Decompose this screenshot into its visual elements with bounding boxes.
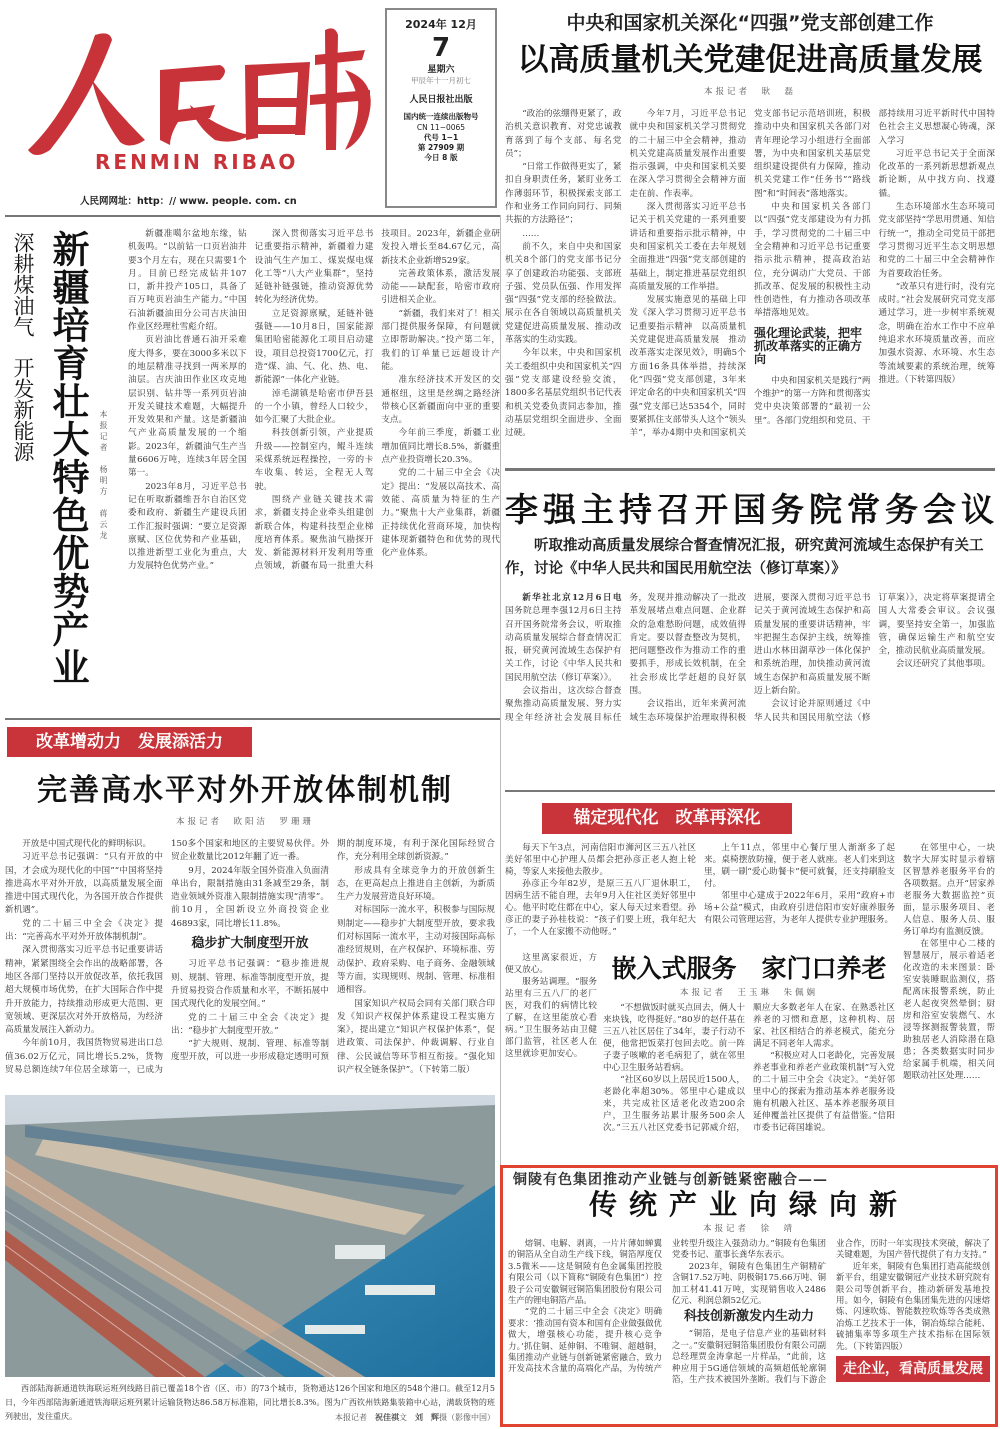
paragraph: 党的二十届三中全会《决定》提出：“完善高水平对外开放体制机制”。 (5, 918, 163, 943)
opening-headline: 完善高水平对外开放体制机制 (37, 773, 453, 808)
date-weekday: 星期六 (427, 65, 455, 76)
paragraph: 9月，2024年版全国外资准入负面清单出台，限制措施由31条减至29条，制造业领域外资准入限制措施实现“清零”。前10月，全国新设立外商投资企业46893家，同比增长11.8%。 (171, 865, 329, 929)
paragraph: “不想做饭时就买点回去，俩人十来块钱，吃得挺好。”80岁的赵仟基在三五八社区居住了34年，妻子行动不便，他常把饭菜打包回去吃。前一阵子妻子咳嗽的老毛病犯了，就在邻里中心卫生服务站看病。 (603, 1003, 745, 1073)
tongling-kicker: 铜陵有色集团推动产业链与创新链紧密融合—— (513, 1172, 828, 1188)
paragraph: “改革只有进行时，没有完成时。”社会发展研究司党支部通过学习，进一步树牢系统观念，明确在治水工作中不应单纯追求水环境质量改善，而应加强水资源、水环境、水生态等流域要素的系统治理，统筹推进。（下转第四版） (878, 281, 995, 385)
paragraph: 前不久，来自中央和国家机关8个部门的党支部书记分享了创建政治功能强、支部班子强、党员队伍强、作用发挥强“四强”党支部的经验做法。展示在各自领域以高质量机关党建促进高质量发展、推动改革落实的生动实践。 (505, 241, 622, 346)
lead-kicker: 中央和国家机关深化“四强”党支部创建工作 (566, 12, 934, 34)
tongling-body (508, 1238, 990, 1422)
paragraph: 每天下午3点，河南信阳市浉河区三五八社区美好邻里中心护理人员都会把孙彦正老人抱上轮椅，等家人来接他去散步。 (505, 843, 696, 877)
paragraph: 邻里中心建成于2022年6月，采用“政府+市场+公益”模式，由政府引进信阳市安好康养服务有限公司管理运营，为老年人提供专业护理服务。 (704, 891, 895, 925)
paragraph: 熔铜、电解、剥离，一片片薄如蝉翼的铜箔从全自动生产线下线，铜箔厚度仅3.5微米——这是铜陵有色金属集团控股有限公司（以下简称“铜陵有色集团”）控股子公司安徽铜冠铜箔集团股份有限公司生产的锂电铜箔产品。 (508, 1238, 662, 1306)
paragraph: “新疆，我们来对了！相关部门提供服务保障，有问题就立即帮助解决。”投产第二年，我们的订单量已远超设计产能。 (381, 308, 500, 372)
tongling-subhead: 科技创新激发内生动力 (683, 1309, 814, 1325)
divider (505, 468, 995, 471)
opening-byline: 本报记者 欧阳洁 罗珊珊 (175, 817, 314, 827)
paragraph: 页岩油比普通石油开采难度大得多，要在3000多米以下的地层精准寻找到一两米厚的油层。吉庆油田作业区攻克地层识别、钻井等一系列页岩油开发关键技术难题，大幅提升开发效果和产量。这是新疆油气产业高质量发展的一个缩影。2023年，新疆油气生产当量6606万吨，连续3年居全国第一。 (128, 335, 247, 479)
paragraph: 对标国际一流水平，积极参与国际规则制定——稳步扩大制度型开放，要求我们对标国际一流水平，主动对接国际高标准经贸规则，在产权保护、环境标准、劳动保护、政府采购、电子商务、金融领域等方面，实现规则、规制、管理、标准相通相容。 (337, 905, 495, 996)
paragraph: 今年以来，中央和国家机关工委组织中央和国家机关“四强”党支部建设经验交流，1800多名基层党组织书记代表和机关党委负责同志参加，推动基层党组织全面进步、全面过硬。 (505, 348, 622, 439)
xinjiang-byline: 本报记者 杨明方 蒋云龙 (99, 410, 108, 542)
paragraph: 在邻里中心二楼的智慧展厅，展示着适老化改造的未来图景：卧室安装睡眠监测仪，搭配离床报警系统，防止老人起夜突然晕倒；厨房和浴室安装燃气、水浸等探测报警装置，帮助独居老人消除潜在隐患；各类数据实时同步给家属手机端，相关问题联动社区处理…… (903, 939, 995, 1081)
credit-suffix: 摄（影像中国） (439, 1413, 495, 1422)
lead-byline: 本报记者 耿 磊 (703, 87, 796, 97)
paragraph: 近年来，铜陵有色集团打造高能级创新平台，组建安徽铜冠产业技术研究院有限公司等创新平台，推动新研发基地投用。如今，铜陵有色集团集先进的闪速熔炼、闪速吹炼、智能数控吹炼等各类成熟冶炼工艺技术于一体，铜冶炼综合能耗、硫捕集率等多项生产技术指标在国际领先。（下转第四版） (836, 1260, 990, 1351)
paragraph: 围绕产业链关键技术需求，新疆支持企业牵头组建创新联合体，构建科技型企业梯度培育体系。聚焦油气勘探开发、新能源材料开发利用等重点领域，新疆布局一批重大科技项目。2023年，新疆企业研发投入增长至84.67亿元，高新技术企业新增529家。 (254, 229, 500, 572)
eldercare-mid-columns (603, 1002, 895, 1163)
paragraph: 发展实施意见的基础上印发《深入学习贯彻习近平总书记重要指示精神 以高质量机关党建促进高质量发展 推动改革落实走深见效》，明确5个方面16条具体举措，持续深化“四强”党支部创建，3年来评定命名的中央和国家机关“四强”党支部已达5354个，同时要紧抓住支部带头人这个“领头羊”，举办4期中央和国家机关党支部书记示范培训班，积极推动中央和国家机关各部门对青年理论学习小组进行全面部署，为中央和国家机关基层党组织建设提供有力保障，推动机关党建工作“任务书”“路线图”和“时间表”落地落实。 (629, 109, 871, 439)
paragraph: 会议指出，近年来黄河流域生态环境保护治理取得积极进展，要深入贯彻习近平总书记关于黄河流域生态保护和高质量发展的重要讲话精神，牢牢把握生态保护主线，统筹推进山水林田湖草沙一体化保护和系统治理，加快推动黄河流域生态保护和高质量发展不断迈上新台阶。 (629, 593, 871, 723)
cn-number: CN 11−0065 (416, 122, 466, 132)
issue-number: 第 27909 期 (417, 142, 465, 152)
opening-body (5, 838, 495, 1088)
paragraph: 国家知识产权局会同有关部门联合印发《知识产权保护体系建设工程实施方案》，提出建立“知识产权保护体系”，促进政策、司法保护、仲裁调解、行业自律、公民诚信等环节相互衔接。“强化知识产权全链条保护”。（下转第二版） (337, 998, 495, 1076)
lunar-date: 甲辰年十一月初七 (411, 76, 471, 86)
paragraph: 2023年，铜陵有色集团生产铜精矿含铜17.52万吨、阴极铜175.66万吨、铜加工材41.41万吨，实现销售收入2486亿元、利润总额52亿元。 (672, 1260, 826, 1306)
eldercare-top-columns (505, 842, 895, 950)
page-count: 今日 8 版 (424, 152, 458, 162)
credit-prefix: 本报记者 (335, 1413, 367, 1422)
paragraph: 生态环境部水生态环境司党支部坚持“学思用贯通、知信行统一”，推动全司党员干部把学习贯彻习近平生态文明思想和党的二十届三中全会精神作为首要政治任务。 (878, 202, 995, 279)
paragraph: “铜箔，是电子信息产业的基础材料之一。”安徽铜冠铜箔集团股份有限公司副总经理贾金涛拿起一片样品，“此前，这种应用于5G通信领域的高频超低轮廓铜箔，生产技术被国外垄断。我们与下游企业合作，历时一年实现技术突破，解决了关键难题，为国产替代提供了有力支持。” (672, 1238, 990, 1385)
date-day: 7 (431, 32, 451, 63)
xinjiang-side-title (8, 232, 38, 702)
issue-code: 代号 1−1 (423, 132, 459, 142)
caption-text: 西部陆海新通道铁海联运班列线路目前已覆盖18个省（区、市）的73个城市，货物通达126个国家和地区的548个港口。截至12月5日，今年西部陆海新通道铁海联运班列累计运输货物达86.58万标准箱，同比增长8.3%。图为广西钦州铁路集装箱中心站，满载货物的班列驶出，发往重庆。 (5, 1384, 495, 1421)
paragraph: 科技创新引领，产业提质升级——控制室内，鲲斗连续采煤系统远程操控，一旁的卡车收集、转运，全程无人驾驶。 (254, 428, 374, 492)
lead-article (505, 8, 995, 97)
paragraph: 中央和国家机关各部门以“四强”党支部建设为有力抓手，学习贯彻党的二十届三中全会精神和习近平总书记重要指示批示精神，提高政治站位，充分调动广大党员、干部抓改革、促发展的积极性主动性创造性，有力推动各项改革举措落地见效。 (754, 202, 871, 319)
tongling-column-label: 走企业，看高质量发展 (836, 1356, 990, 1382)
serial-label: 国内统一连续出版物号 (403, 112, 479, 122)
paragraph: 淖毛湖镇是哈密市伊吾县的一个小镇，曾经人口较少，如今汇聚了大批企业。 (254, 388, 374, 426)
container-port-image (5, 1095, 495, 1377)
tongling-article-highlight (500, 1165, 998, 1427)
rail-port-photo (5, 1095, 495, 1377)
paragraph: 习近平总书记关于全面深化改革的一系列新思想新观点新论断，从中找方向、找遵循。 (878, 148, 995, 199)
state-council-headline: 李强主持召开国务院常务会议 (505, 490, 999, 529)
paragraph: 2023年8月，习近平总书记在听取新疆维吾尔自治区党委和政府、新疆生产建设兵团工作汇报时强调：“要立足资源禀赋、区位优势和产业基础，以推进新型工业化为重点，大力发展特色优势产业。” (128, 481, 247, 572)
masthead-pinyin: RENMIN RIBAO (95, 150, 299, 174)
paragraph: 这里离家很近，方便又放心。 (505, 953, 597, 975)
credit-photographer: 刘 辉 (415, 1412, 439, 1422)
paragraph: “扩大规则、规制、管理、标准等制度型开放，可以进一步形成稳定透明可预期的制度环境，有利于深化国际经贸合作，充分利用全球创新资源。” (171, 839, 495, 1063)
side-title-1: 深耕煤油气 (11, 232, 35, 337)
state-council-subhead: 听取推动高质量发展综合督查情况汇报，研究黄河流域生态保护有关工作，讨论《中华人民共和国民用航空法（修订草案）》 (505, 538, 984, 577)
paragraph: 上午11点，邻里中心餐厅里人渐渐多了起来。桌椅摆放防撞，便于老人就座。老人们来到这里，刷一刷“爱心助餐卡”便可就餐，还支持刷脸支付。 (704, 843, 895, 889)
paragraph: 形成具有全球竞争力的开放创新生态，在更高起点上推进自主创新，为新质生产力发展营造良好环境。 (337, 865, 495, 903)
tongling-headline: 传统产业向绿向新 (588, 1188, 909, 1221)
paragraph: 深入贯彻落实习近平总书记关于机关党建的一系列重要讲话和重要指示批示精神，中央和国家机关工委在去年规划全面推进“四强”党支部创建的基础上，制定推进基层党组织高质量发展的工作举措。 (629, 202, 746, 292)
paragraph: 国务院总理李强12月6日主持召开国务院常务会议，听取推动高质量发展综合督查情况汇报，研究黄河流域生态保护有关工作，讨论《中华人民共和国民用航空法（修订草案）》。 (505, 606, 622, 683)
website-address: 人民网网址：http：// www. people. com. cn (80, 196, 297, 207)
paragraph: 会议指出，这次综合督查聚焦推动高质量发展、努力实现全年经济社会发展目标任务，发现并推动解决了一批改革发展堵点难点问题、企业群众的急难愁盼问题，成效值得肯定。要以督查整改为契机，把问题整改作为推动工作的重要抓手，形成长效机制，在全社会形成比学赶超的良好氛围。 (505, 593, 746, 723)
eldercare-left-column (505, 952, 597, 1163)
paragraph: 习近平总书记强调：“只有开放的中国，才会成为现代化的中国”“中国将坚持推进高水平对外开放，以高质量发展全面推进中国式现代化，为各国开放合作提供新机遇”。 (5, 852, 163, 916)
paragraph: 中央和国家机关是践行“两个维护”的第一方阵和贯彻落实党中央决策部署的“最初一公里”。各部门党组织和党员、干部持续用习近平新时代中国特色社会主义思想凝心铸魂，深入学习 (754, 109, 995, 426)
paragraph: 完善政策体系，激活发展动能——缺配套，哈密市政府引进相关企业。 (381, 268, 500, 306)
paragraph: 开放是中国式现代化的鲜明标识。 (22, 839, 152, 849)
divider (5, 215, 500, 217)
paragraph: 服务站调理。“服务站里有三五八厂的老厂医，对我们的病情比较了解，在这里能放心看病。”卫生服务站由卫健部门监管，社区老人在这里就诊更加安心。 (505, 977, 597, 1059)
tongling-byline: 本报记者 徐 靖 (702, 1224, 795, 1234)
paragraph: …… (522, 228, 540, 239)
paragraph: 在邻里中心，一块数字大屏实时显示着辖区智慧养老服务平台的各项数据。点开“居家养老服务大数据监控”页面，显示服务项目、老人信息、服务人员、服务订单均有监测反馈。 (903, 843, 995, 937)
paragraph: 今年前10月，我国货物贸易进出口总值36.02万亿元，同比增长5.2%，货物贸易总额连续7年位居全球第一，已成为150多个国家和地区的主要贸易伙伴。外贸企业数量比2012年翻了近一番。 (5, 839, 329, 1076)
divider (5, 718, 500, 720)
lead-body (505, 108, 995, 460)
paragraph: 党的二十届三中全会《决定》提出：“发展以高技术、高效能、高质量为特征的生产力。”聚焦十大产业集群，新疆正持续优化营商环境，加快构建体现新疆特色和优势的现代化产业体系。 (381, 468, 500, 559)
divider (505, 790, 995, 792)
eldercare-headline: 嵌入式服务 家门口养老 (611, 954, 887, 983)
publisher: 人民日报社出版 (409, 95, 473, 106)
credit-mid: 文 (399, 1413, 415, 1422)
paragraph: 深入贯彻落实习近平总书记重要讲话精神，紧紧围绕全会作出的战略部署，各地区各部门坚持以开放促改革，依托我国超大规模市场优势，在扩大国际合作中提升开放能力，持续推动形成更大范围、更宽领域、更深层次对外开放格局，为经济高质量发展注入新动力。 (5, 945, 163, 1036)
eldercare-right-column (903, 842, 995, 1163)
paragraph: “党的二十届三中全会《决定》明确要求：‘推动国有资本和国有企业做强做优做大，增强核心功能，提升核心竞争力。’抓住铜、延伸铜、不唯铜、超越铜，集团推动产业链与创新链紧密融合，致力开发高技术含量的高端化产品，为传统产业转型升级注入强劲动力。”铜陵有色集团党委书记、董事长龚华东表示。 (508, 1238, 826, 1374)
paragraph: “日常工作做得更实了，紧扣自身职责任务，紧盯业务工作薄弱环节，积极探索支部工作和业务工作同向同行、同频共振的方法路径”； (505, 162, 622, 226)
paragraph: 深入贯彻落实习近平总书记重要指示精神，新疆着力建设油气生产加工、煤炭煤电煤化工等“八大产业集群”，坚持延链补链强链，推动资源优势转化为经济优势。 (254, 229, 374, 306)
renmin-ribao-calligraphy-logo (20, 10, 380, 160)
state-council-article (505, 484, 999, 581)
xinjiang-body (128, 228, 500, 710)
eldercare-heading (603, 954, 895, 999)
paragraph: 会议讨论并原则通过《中华人民共和国民用航空法（修订草案）》，决定将草案提请全国人大常委会审议。会议强调，要坚持安全第一，加强监管，确保运输生产和航空安全，推动民航业高质量发展。 (754, 593, 995, 723)
eldercare-body (505, 842, 995, 1163)
paragraph: 会议还研究了其他事项。 (895, 659, 991, 670)
lead-headline: 以高质量机关党建促进高质量发展 (517, 42, 983, 78)
eldercare-section-label: 锚定现代化 改革再深化 (542, 803, 792, 834)
opening-section-label: 改革增动力 发展添活力 (7, 727, 252, 757)
state-council-body (505, 592, 995, 782)
paragraph: “社区60岁以上居民近1500人，老龄化率超30%。邻里中心建成以来，共完成社区适老化改造200余户，卫生服务站累计服务500余人次。”三五八社区党委书记郭威介绍，顺应大多数老年人在家、在熟悉社区养老的习惯和意愿，这种机构、居家、社区相结合的养老模式，能充分满足不同老年人需求。 (603, 1003, 895, 1133)
paragraph: 新疆准噶尔盆地东缘，钻机轰鸣。“以前钻一口页岩油井要3个月左右，现在只需要1个月。目前已经完成钻井107口，新井投产105口，具备了百万吨页岩油生产能力。”中国石油新疆油田分公司吉庆油田作业区经理杜雪彪介绍。 (128, 229, 247, 333)
paragraph: 立足资源禀赋，延链补链强链——10月8日，国家能源集团哈密能源化工项目启动建设，项目总投资1700亿元，打造“煤、油、气、化、热、电、新能源”一体化产业链。 (254, 308, 374, 386)
dateline: 新华社北京12月6日电 (522, 593, 622, 603)
paragraph: “政治的弦绷得更紧了，政治机关意识教育、对党忠诚教育落到了每个支部、每名党员”； (505, 109, 622, 159)
paragraph: 党的二十届三中全会《决定》提出：“稳步扩大制度型开放。” (171, 1012, 329, 1036)
paragraph: “积极应对人口老龄化，完善发展养老事业和养老产业政策机制”写入党的二十届三中全会《决定》。“美好邻里中心的探索为推动基本养老服务设施有机融入社区、基本养老服务项目延伸覆盖社区提供了有益借鉴。”信阳市委书记蒋国雄说。 (753, 1051, 895, 1133)
paragraph: 今年7月，习近平总书记就中央和国家机关学习贯彻党的二十届三中全会精神，推动机关党建高质量发展作出重要指示强调，中央和国家机关要在深入学习贯彻全会精神方面走在前、作表率。 (629, 109, 746, 199)
photo-caption (5, 1382, 495, 1425)
xinjiang-headline: 新疆培育壮大特色优势产业 (46, 230, 89, 686)
eldercare-byline: 本报记者 王玉琳 朱佩娴 (679, 988, 818, 998)
masthead-logo (20, 10, 380, 160)
opening-subhead: 稳步扩大制度型开放 (191, 936, 309, 952)
paragraph: 准东经济技术开发区的交通枢纽，这里是丝绸之路经济带核心区新疆面向中亚的重要支点。 (381, 375, 500, 426)
date-year-month: 2024年 12月 (405, 18, 477, 31)
paragraph: 习近平总书记强调：“稳步推进规则、规制、管理、标准等制度型开放，提升贸易投资合作质量和水平，不断拓展中国式现代化的发展空间。” (171, 959, 329, 1010)
paragraph: 孙彦正今年82岁，是原三五八厂退休职工，因病生活不能自理，去年9月入住社区美好邻里中心。他平时吃住都在中心，家人每天过来看望。孙彦正的妻子孙桂枝说：“孩子们要上班，我年纪大了，一个人在家搬不动他呀。” (505, 879, 696, 937)
side-title-2: 开发新能源 (11, 357, 35, 462)
credit-writer: 祝佳祺 (375, 1412, 399, 1422)
lead-subhead: 强化理论武装，把牢抓改革落实的正确方向 (754, 325, 863, 367)
photo-credit (335, 1410, 495, 1425)
date-box (385, 8, 497, 208)
paragraph: 今年前三季度，新疆工业增加值同比增长8.5%，新疆重点产业投资增长20.3%。 (381, 428, 500, 466)
